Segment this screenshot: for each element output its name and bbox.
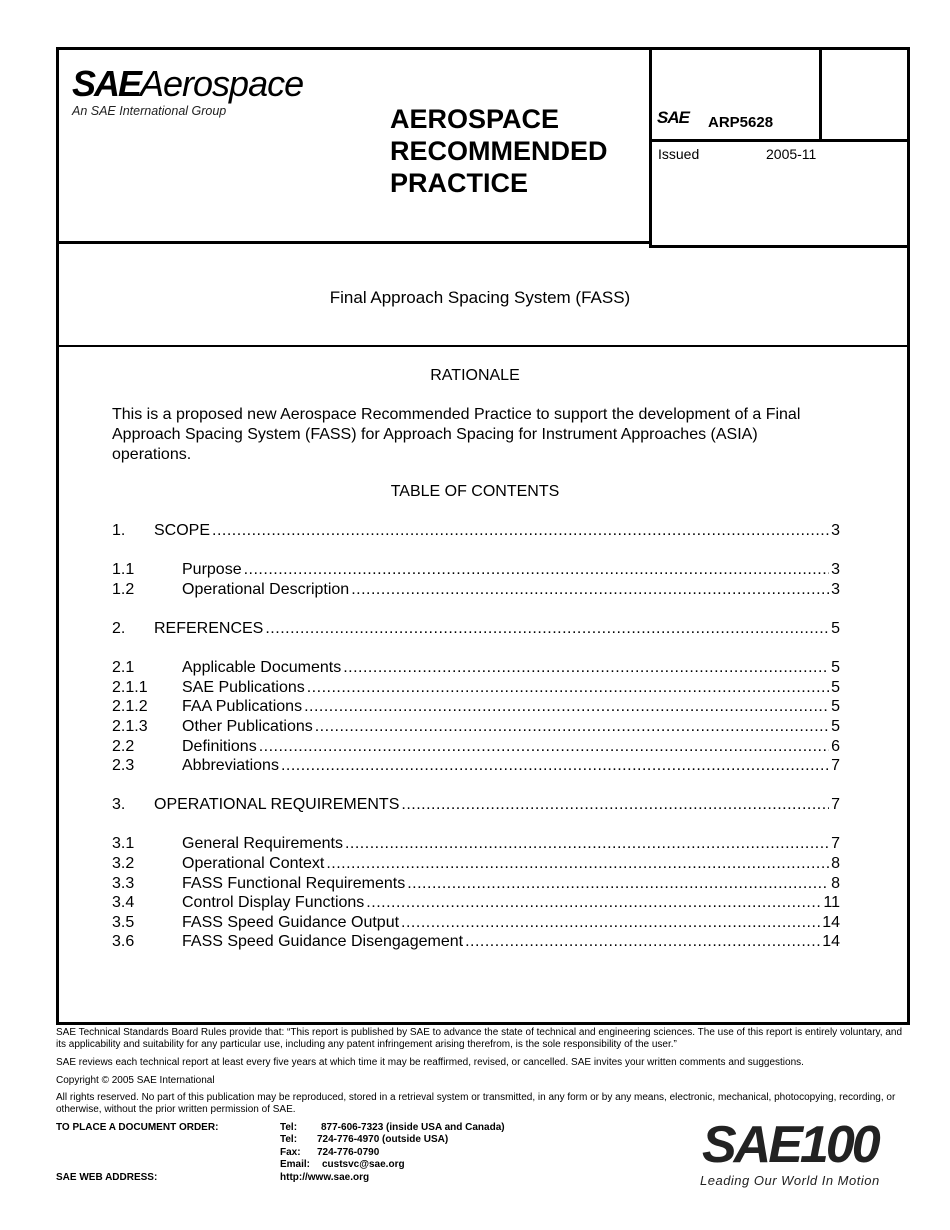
toc-entry-page: 5 [831,679,840,696]
toc-entry-page: 5 [831,698,840,715]
document-title: Final Approach Spacing System (FASS) [329,288,631,307]
toc-leader-dots [366,893,821,913]
toc-leader-dots [244,560,830,580]
toc-entry-label: Abbreviations [182,757,279,774]
toc-leader-dots [304,697,829,717]
toc-entry-number: 3.4 [112,894,135,911]
toc-entry[interactable] [112,795,840,815]
tel2-value: 724-776-4970 (outside USA) [317,1134,449,1145]
toc-entry-label: Applicable Documents [182,659,342,676]
toc-entry-number: 3.5 [112,914,135,931]
header-divider-left [56,241,652,244]
toc-entry-page: 7 [831,757,840,774]
toc-entry-page: 7 [831,835,840,852]
footer-rights: All rights reserved. No part of this publication may be reproduced, stored in a retrieval system or transmitted, in any form or by any means, electronic, mechanical, photocopying, recording, or otherwise, without the prior written permission of SAE. [56,1092,896,1115]
toc-leader-dots [326,854,829,874]
toc-leader-dots [401,795,829,815]
toc-entry-number: 2.2 [112,738,135,755]
toc-entry-page: 3 [831,581,840,598]
web-label: SAE WEB ADDRESS: [56,1172,158,1183]
toc-entry-number: 1.2 [112,581,135,598]
toc-entry-label: FASS Functional Requirements [182,875,406,892]
title-divider [56,345,907,347]
toc-entry[interactable] [112,834,840,854]
toc-entry[interactable] [112,580,840,600]
toc-entry[interactable] [112,854,840,874]
toc-leader-dots [407,874,829,894]
toc-entry-label: Operational Description [182,581,350,598]
toc-entry-number: 1. [112,522,126,539]
document-number: ARP5628 [708,114,774,131]
toc-leader-dots [259,737,829,757]
toc-entry-label: REFERENCES [154,620,264,637]
toc-entry-page: 14 [822,933,840,950]
toc-leader-dots [265,619,829,639]
fax-label: Fax: [280,1147,301,1158]
toc-leader-dots [343,658,829,678]
sae-logo-name: Aerospace [140,63,304,104]
toc-entry-number: 2.3 [112,757,135,774]
toc-entry-number: 2. [112,620,126,637]
toc-entry[interactable] [112,893,840,913]
sae-logo-tagline: An SAE International Group [72,104,227,118]
issued-date: 2005-11 [766,146,817,162]
toc-entry-page: 5 [831,659,840,676]
toc-entry-label: SAE Publications [182,679,305,696]
sae100-tagline: Leading Our World In Motion [700,1173,880,1188]
footer-copyright: Copyright © 2005 SAE International [56,1075,215,1086]
toc-entry-label: OPERATIONAL REQUIREMENTS [154,796,400,813]
footer-review: SAE reviews each technical report at least every five years at which time it may be reaffirmed, revised, or cancelled. SAE invites your written comments and suggestions. [56,1057,804,1068]
toc-entry[interactable] [112,932,840,952]
toc-leader-dots [281,756,829,776]
email-label: Email: [280,1159,311,1170]
toc-entry[interactable] [112,658,840,678]
document-type-line: AEROSPACE [390,104,560,134]
toc-entry-number: 1.1 [112,561,135,578]
toc-entry-label: FAA Publications [182,698,303,715]
tel2-label: Tel: [280,1134,298,1145]
toc-heading: TABLE OF CONTENTS [390,483,560,500]
docbox-mid-border [649,139,907,142]
document-type-line: RECOMMENDED [390,136,608,166]
sae-mini-logo: SAE [657,108,689,127]
toc-leader-dots [307,678,829,698]
toc-entry-number: 3.2 [112,855,135,872]
toc-entry-page: 14 [822,914,840,931]
toc-entry-label: FASS Speed Guidance Disengagement [182,933,464,950]
toc-leader-dots [212,521,829,541]
rationale-text: This is a proposed new Aerospace Recommended Practice to support the development of a Final Approach Spacing System (FASS) for Approach Spacing for Instrument Approaches (ASIA) operations. [112,406,801,463]
tel1-label: Tel: [280,1122,298,1133]
toc-entry[interactable] [112,678,840,698]
toc-leader-dots [315,717,829,737]
issued-label: Issued [658,146,700,162]
toc-entry-label: Operational Context [182,855,325,872]
toc-entry-page: 11 [823,894,840,911]
toc-entry-label: FASS Speed Guidance Output [182,914,400,931]
tel1-value: 877-606-7323 (inside USA and Canada) [321,1122,505,1133]
toc-entry-label: Other Publications [182,718,313,735]
toc-entry-page: 5 [831,718,840,735]
toc-leader-dots [345,834,829,854]
toc-entry[interactable] [112,756,840,776]
toc-entry[interactable] [112,913,840,933]
toc-entry-page: 6 [831,738,840,755]
toc-entry-label: General Requirements [182,835,343,852]
email-value[interactable]: custsvc@sae.org [322,1159,405,1170]
toc-entry[interactable] [112,619,840,639]
toc-entry-page: 5 [831,620,840,637]
document-type-line: PRACTICE [390,168,529,198]
footer-rules: SAE Technical Standards Board Rules provide that: “This report is published by SAE to advance the state of technical and engineering sciences. The use of this report is entirely voluntary, and its applicability and suitability for any particular use, including any patent infringement arising therefrom, is the sole responsibility of the user.” [56,1027,903,1050]
document-type [390,103,650,199]
toc-leader-dots [465,932,820,952]
toc-entry-number: 3. [112,796,126,813]
toc-leader-dots [401,913,820,933]
rationale-heading: RATIONALE [430,367,520,384]
toc-entry-label: Purpose [182,561,242,578]
toc-entry-page: 3 [831,561,840,578]
toc-entry-number: 2.1.2 [112,698,148,715]
toc-entry[interactable] [112,737,840,757]
sae100-logo-text: SAE100 [702,1118,878,1168]
toc-entry-number: 2.1.3 [112,718,148,735]
sae100-logo [700,1118,905,1168]
fax-value: 724-776-0790 [317,1147,380,1158]
toc-entry-number: 3.3 [112,875,135,892]
toc-entry[interactable] [112,717,840,737]
toc-entry-number: 2.1 [112,659,135,676]
toc-entry-number: 3.1 [112,835,135,852]
toc-leader-dots [351,580,829,600]
toc-entry-page: 8 [831,875,840,892]
toc-entry[interactable] [112,697,840,717]
docbox-bottom-border [649,245,907,248]
toc-entry-number: 2.1.1 [112,679,148,696]
toc-entry-page: 8 [831,855,840,872]
sae-logo-brand: SAE [72,63,141,104]
toc-entry[interactable] [112,874,840,894]
toc-entry-number: 3.6 [112,933,135,950]
toc-entry[interactable] [112,521,840,541]
docbox-inner-border [819,47,822,141]
toc-entry-label: Control Display Functions [182,894,365,911]
order-label: TO PLACE A DOCUMENT ORDER: [56,1122,219,1133]
web-address-link[interactable]: http://www.sae.org [280,1172,370,1183]
toc-entry-page: 7 [831,796,840,813]
toc-entry-label: SCOPE [154,522,211,539]
toc-entry-page: 3 [831,522,840,539]
toc-entry[interactable] [112,560,840,580]
toc-entry-label: Definitions [182,738,257,755]
